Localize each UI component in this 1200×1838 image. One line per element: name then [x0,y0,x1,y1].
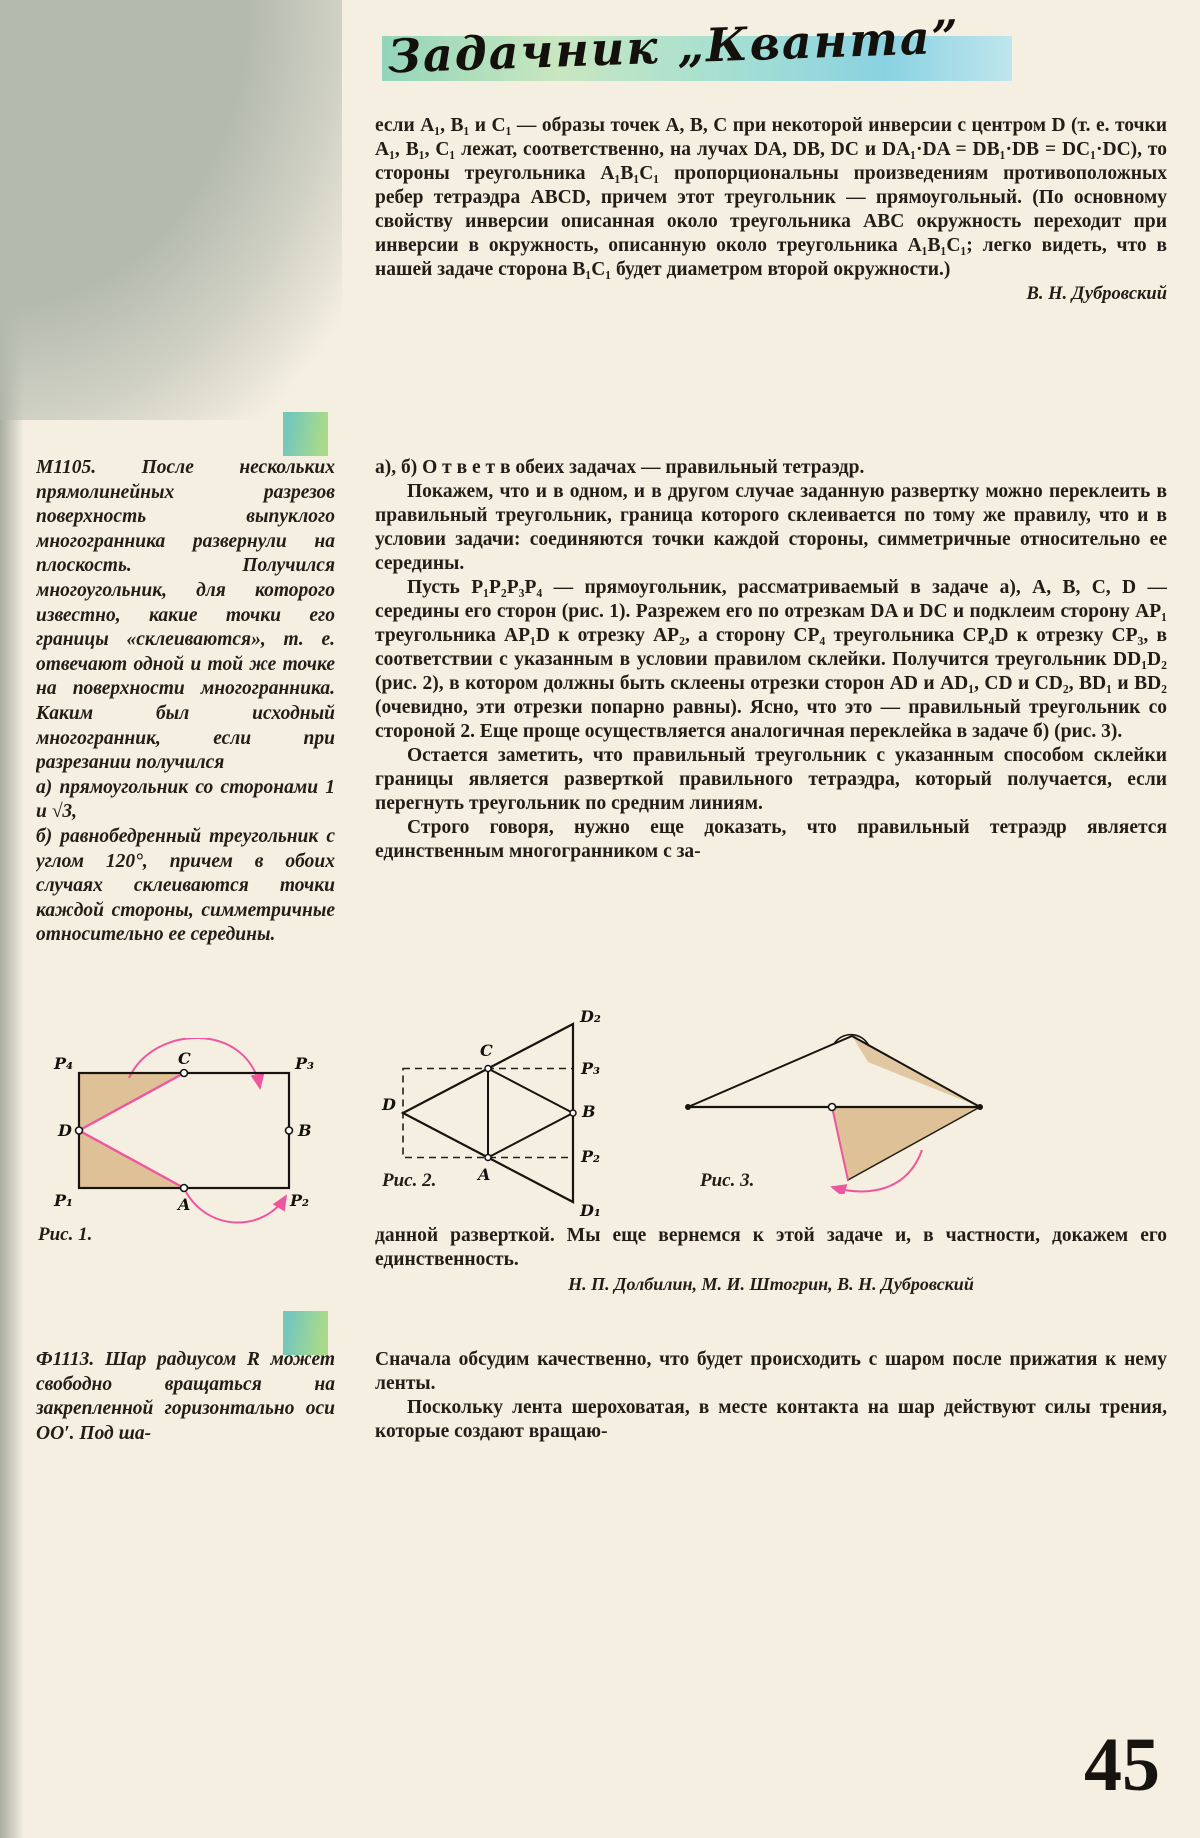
figure-2-drawing [378,1006,650,1228]
figure-1 [34,1038,336,1224]
fig1-point-b [286,1127,293,1134]
fig2-point-b [570,1110,576,1116]
fig3-apex-right-edge [852,1036,980,1107]
fig2-label-d: D [382,1095,396,1114]
figure-2 [378,1006,650,1228]
fig1-label-d: D [58,1121,72,1140]
fig2-point-a [485,1155,491,1161]
solution-m1105-p3: Пусть P₁P₂P₃P₄ — прямоугольник, рассматриваемый в задаче а), A, B, C, D — середины его сторон (рис. 1). Разрежем его по отрезкам DA и DC и подклеим сторону AP₁ треугольника AP₁D к отрезку AP₂, а сторону CP₄ треугольника CP₄D к отрезку CP₃, в соответствии с указанным в условии правилом склейки. Получится треугольник DD₁D₂ (рис. 2), в котором должны быть склеены отрезки сторон AD и AD₁, CD и CD₂, BD₁ и BD₂ (очевидно, эти отрезки попарно равны). Ясно, что это — правильный треугольник со стороной 2. Еще проще осуществляется аналогичная переклейка в задаче б) (рис. 3). [375,577,1167,742]
problem-f1113-statement [36,1348,335,1446]
fig1-label-c: C [178,1049,191,1068]
figure-1-caption: Рис. 1. [38,1224,93,1245]
fig3-mid-point [829,1104,836,1111]
figure-1-drawing [34,1038,336,1224]
fig1-label-b: B [298,1121,312,1140]
fig2-label-b: B [582,1102,596,1121]
fig1-glue-arrow-bottom [186,1192,286,1223]
problem-f1113-label: Ф1113. [36,1349,95,1370]
solution-m1105 [375,456,1167,1042]
problem-m1105-item-a: а) прямоугольник со сторонами 1 и √3, [36,776,335,823]
problem-m1105-item-b: б) равнобедренный треугольник с углом 120°, причем в обоих случаях склеиваются точки каждой стороны, симметричные относительно ее середины. [36,825,335,946]
solution-m1105-p5: Строго говоря, нужно еще доказать, что правильный тетраэдр является единственным многогранником с за- [375,817,1167,862]
solution-m1105-continuation: данной разверткой. Мы еще вернемся к этой задаче и, в частности, докажем его единственность. [375,1225,1167,1270]
inversion-solution-block [375,114,1167,306]
figure-3-caption: Рис. 3. [700,1170,755,1191]
fig1-point-c [181,1070,188,1077]
problem-f1113 [36,1348,335,1446]
masthead-title: Задачник „Кванта” [386,9,961,84]
solution-m1105-signature: Н. П. Долбилин, М. И. Штогрин, В. Н. Дубровский [568,1274,974,1294]
solution-m1105-continuation-block [375,1224,1167,1296]
solution-f1113 [375,1348,1167,1444]
fig2-label-p2: P₂ [581,1147,601,1166]
fig2-label-c: C [480,1041,493,1060]
solution-f1113-p1: Сначала обсудим качественно, что будет происходить с шаром после прижатия к нему ленты. [375,1349,1167,1394]
problem-m1105-label: М1105. [36,457,97,478]
fig2-label-a: A [478,1165,491,1184]
fig2-point-c [485,1066,491,1072]
problem-m1105-statement [36,456,335,776]
inversion-signature: В. Н. Дубровский [1026,284,1167,304]
problem-m1105-text: После нескольких прямолинейных разрезов поверхность выпуклого многогранника развернули на плоскость. Получился многоугольник, для которого известно, какие точки его границы «склеиваются», т. е. отвечают одной и той же точке на поверхности многогранника. Каким был исходный многогранник, если при разрезании получился [36,457,335,774]
fig1-label-p1: P₁ [54,1191,74,1210]
fig2-medial-triangle [488,1069,573,1158]
solution-m1105-p2: Покажем, что и в одном, и в другом случае заданную развертку можно переклеить в правильный треугольник, граница которого склеивается по тому же правилу, что и в условии задачи: соединяются точки каждой стороны, симметричные относительно ее середины. [375,481,1167,574]
section-marker-m1105 [283,412,328,456]
fig3-right-dot [977,1104,983,1110]
scan-shading-topleft [0,0,342,420]
fig2-label-d1: D₁ [580,1201,601,1220]
fig1-point-d [76,1127,83,1134]
fig1-label-p2: P₂ [290,1191,310,1210]
fig1-label-p4: P₄ [54,1054,74,1073]
fig1-point-a [181,1185,188,1192]
inversion-paragraph: если A₁, B₁ и C₁ — образы точек A, B, C при некоторой инверсии с центром D (т. е. точки A₁, B₁, C₁ лежат, соответственно, на лучах DA, DB, DC и DA₁·DA = DB₁·DB = DC₁·DC), то стороны треугольника A₁B₁C₁ пропорциональны произведениям противоположных ребер тетраэдра ABCD, причем этот треугольник — прямоугольный. (По основному свойству инверсии описанная около треугольника ABC окружность переходит при инверсии в окружность, описанную около треугольника A₁B₁C₁; легко видеть, что в нашей задаче сторона B₁C₁ будет диаметром второй окружности.) [375,115,1167,280]
figure-3-drawing [682,1022,994,1194]
fig3-left-dot [685,1104,691,1110]
problem-f1113-text: Шар радиусом R может свободно вращаться на закрепленной горизонтально оси OO′. Под ша- [36,1349,336,1444]
fig1-label-p3: P₃ [295,1054,315,1073]
figure-3 [682,1022,994,1194]
fig2-label-d2: D₂ [580,1007,601,1026]
solution-f1113-p2: Поскольку лента шероховатая, в месте контакта на шар действуют силы трения, которые создают вращаю- [375,1397,1167,1442]
problem-m1105 [36,456,335,1044]
fig3-shaded-triangle [832,1107,980,1180]
page-number: 45 [1084,1723,1160,1807]
solution-m1105-p4: Остается заметить, что правильный треугольник с указанным способом склейки границы является разверткой правильного тетраэдра, который получается, если перегнуть треугольник по средним линиям. [375,745,1167,814]
solution-m1105-answer: а), б) О т в е т в обеих задачах — правильный тетраэдр. [375,457,865,478]
fig1-label-a: A [178,1195,191,1214]
fig3-apex-left-edge [688,1036,852,1107]
figure-2-caption: Рис. 2. [382,1170,437,1191]
fig2-label-p3: P₃ [581,1059,601,1078]
